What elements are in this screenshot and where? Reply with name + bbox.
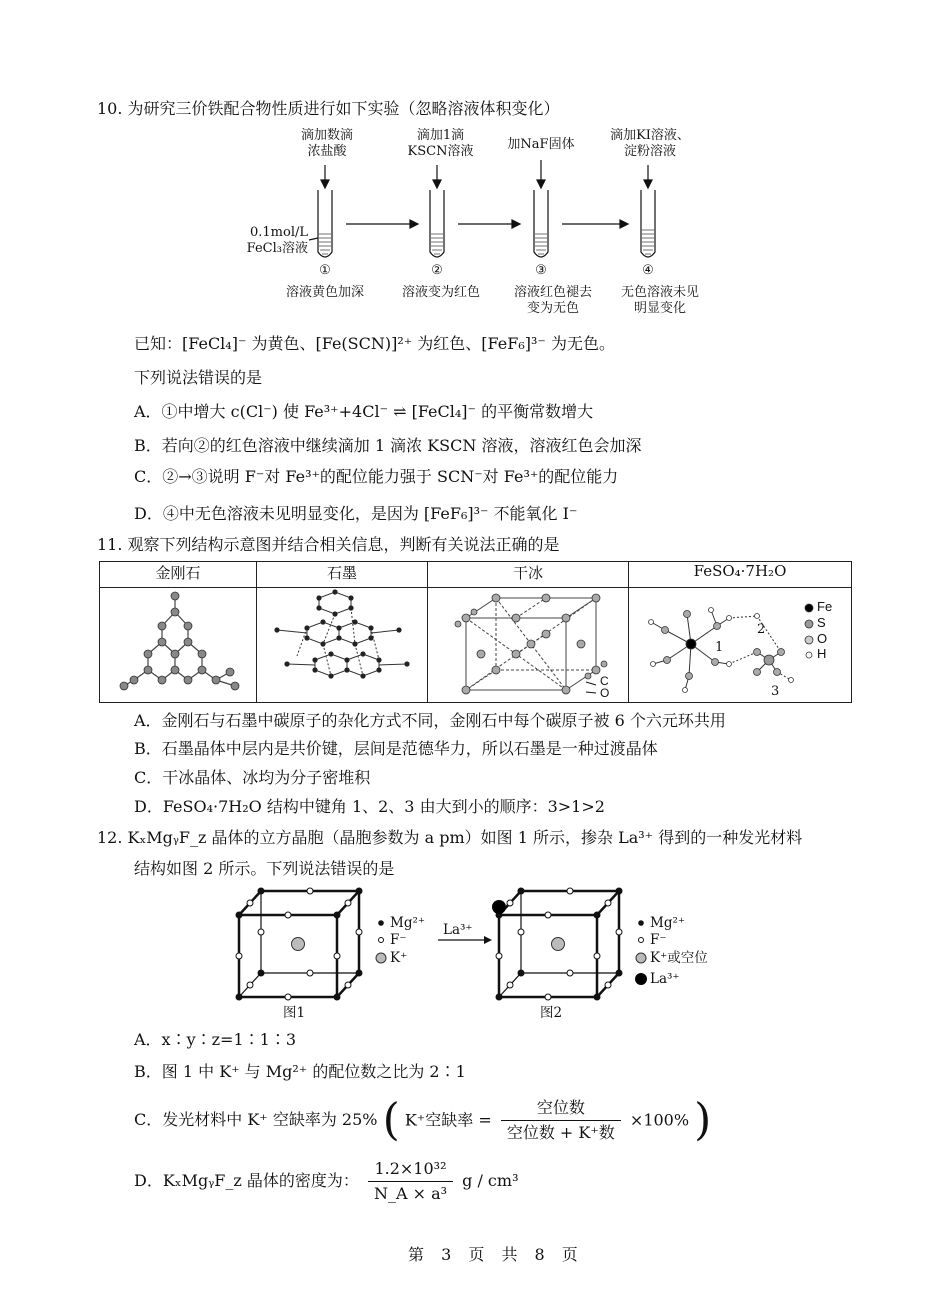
q12-option-c-lhs: K⁺空缺率 =	[404, 1110, 492, 1130]
q10-option-a[interactable]: A．①中增大 c(Cl⁻) 使 Fe³⁺+4Cl⁻ ⇌ [FeCl₄]⁻ 的平衡常数增大	[134, 402, 594, 421]
q12-option-c-paren-close: )	[694, 1094, 712, 1146]
feso4-structure-image	[629, 588, 852, 703]
feso4-angle-2: 2	[757, 622, 766, 637]
q12-option-d-prefix: D．KₓMgᵧF_z 晶体的密度为：	[134, 1171, 359, 1190]
q11-option-b[interactable]: B．石墨晶体中层内是共价键，层间是范德华力，所以石墨是一种过渡晶体	[134, 739, 658, 758]
q10-tube-num-2: ②	[431, 263, 443, 278]
graphite-structure-image	[257, 588, 428, 703]
q10-option-b[interactable]: B．若向②的红色溶液中继续滴加 1 滴浓 KSCN 溶液，溶液红色会加深	[134, 436, 642, 455]
q11-header-graphite: 石墨	[257, 562, 428, 588]
q10-reagent-1: 滴加数滴 浓盐酸	[300, 128, 353, 159]
fig1-legend-k: K⁺	[390, 950, 408, 966]
q10-reagent-4: 滴加KI溶液、 淀粉溶液	[610, 128, 690, 159]
fig2-legend-la: La³⁺	[650, 971, 680, 987]
q11-option-c[interactable]: C．干冰晶体、冰均为分子密堆积	[134, 768, 371, 787]
q11-option-a[interactable]: A．金刚石与石墨中碳原子的杂化方式不同，金刚石中每个碳原子被 6 个六元环共用	[134, 711, 726, 730]
feso4-angle-1: 1	[715, 640, 724, 655]
q10-result-3: 溶液红色褪去 变为无色	[513, 285, 592, 316]
q10-ask: 下列说法错误的是	[134, 368, 263, 387]
q12-option-c[interactable]	[134, 1096, 711, 1144]
feso4-legend-fe: Fe	[817, 599, 833, 614]
q12-option-c-denominator: 空位数 + K⁺数	[506, 1123, 615, 1142]
feso4-legend-h: H	[817, 646, 827, 661]
feso4-legend-o: O	[817, 631, 828, 646]
q10-result-4: 无色溶液未见 明显变化	[620, 285, 699, 316]
q12-option-d-denominator: N_A × a³	[373, 1184, 448, 1203]
q11-header-diamond: 金刚石	[100, 562, 257, 588]
fig2-legend-k-vacancy: K⁺或空位	[650, 950, 708, 966]
q11-header-dryice: 干冰	[428, 562, 629, 588]
q11-option-d[interactable]: D．FeSO₄·7H₂O 结构中键角 1、2、3 由大到小的顺序：3>1>2	[134, 797, 605, 816]
q12-option-c-numerator: 空位数	[501, 1098, 621, 1121]
q12-option-a[interactable]: A．x∶y∶z=1∶1∶3	[134, 1030, 296, 1049]
q12-option-c-suffix: ×100%	[629, 1110, 690, 1130]
q12-option-d-unit: g / cm³	[462, 1171, 519, 1190]
q12-option-c-prefix: C．发光材料中 K⁺ 空缺率为 25%	[134, 1110, 378, 1129]
q11-header-feso4: FeSO₄·7H₂O	[629, 562, 852, 588]
dryice-label-o: O	[600, 686, 610, 700]
q10-tubes-figure	[0, 0, 950, 320]
fig2-caption: 图2	[540, 1005, 563, 1021]
dryice-structure-image	[428, 588, 629, 703]
fig2-legend-f: F⁻	[650, 932, 667, 948]
q12-option-d-numerator: 1.2×10³²	[368, 1159, 453, 1182]
q10-known: 已知：[FeCl₄]⁻ 为黄色、[Fe(SCN)]²⁺ 为红色、[FeF₆]³⁻ 为无色。	[134, 334, 615, 353]
q10-reagent-3: 加NaF固体	[507, 137, 575, 152]
q12-option-c-paren-open: (	[382, 1094, 400, 1146]
q10-result-2: 溶液变为红色	[401, 285, 480, 300]
diamond-structure-image	[100, 588, 257, 703]
q11-stem: 11. 观察下列结构示意图并结合相关信息，判断有关说法正确的是	[97, 535, 560, 554]
fig1-legend-f: F⁻	[390, 932, 407, 948]
feso4-angle-3: 3	[771, 684, 780, 699]
q10-tube-num-1: ①	[319, 263, 331, 278]
page-footer: 第 3 页 共 8 页	[408, 1245, 584, 1264]
fig1-caption: 图1	[283, 1005, 306, 1021]
q11-structure-table	[99, 561, 852, 703]
q12-option-d[interactable]	[134, 1158, 518, 1204]
q10-result-1: 溶液黄色加深	[285, 285, 364, 300]
q12-arrow-label: La³⁺	[443, 922, 473, 938]
dryice-label-c: C	[600, 674, 609, 688]
q10-tube-num-3: ③	[535, 263, 547, 278]
q10-option-d[interactable]: D．④中无色溶液未见明显变化，是因为 [FeF₆]³⁻ 不能氧化 I⁻	[134, 504, 578, 523]
q10-reagent-2: 滴加1滴 KSCN溶液	[407, 128, 474, 159]
q12-stem-line2: 结构如图 2 所示。下列说法错误的是	[134, 859, 395, 878]
q10-option-c[interactable]: C．②→③说明 F⁻对 Fe³⁺的配位能力强于 SCN⁻对 Fe³⁺的配位能力	[134, 467, 619, 486]
feso4-legend-s: S	[817, 615, 826, 630]
q12-option-b[interactable]: B．图 1 中 K⁺ 与 Mg²⁺ 的配位数之比为 2∶1	[134, 1062, 466, 1081]
q10-tube-num-4: ④	[642, 263, 654, 278]
q10-start-solution: 0.1mol/L FeCl₃溶液	[246, 225, 308, 256]
q12-option-d-fraction	[368, 1159, 453, 1204]
fig2-legend-mg: Mg²⁺	[650, 915, 686, 931]
q12-option-c-fraction	[501, 1098, 621, 1143]
q10-stem: 10. 为研究三价铁配合物性质进行如下实验（忽略溶液体积变化）	[97, 99, 560, 118]
q12-stem-line1: 12. KₓMgᵧF_z 晶体的立方晶胞（晶胞参数为 a pm）如图 1 所示，掺杂 La³⁺ 得到的一种发光材料	[97, 828, 803, 847]
fig1-legend-mg: Mg²⁺	[390, 915, 426, 931]
